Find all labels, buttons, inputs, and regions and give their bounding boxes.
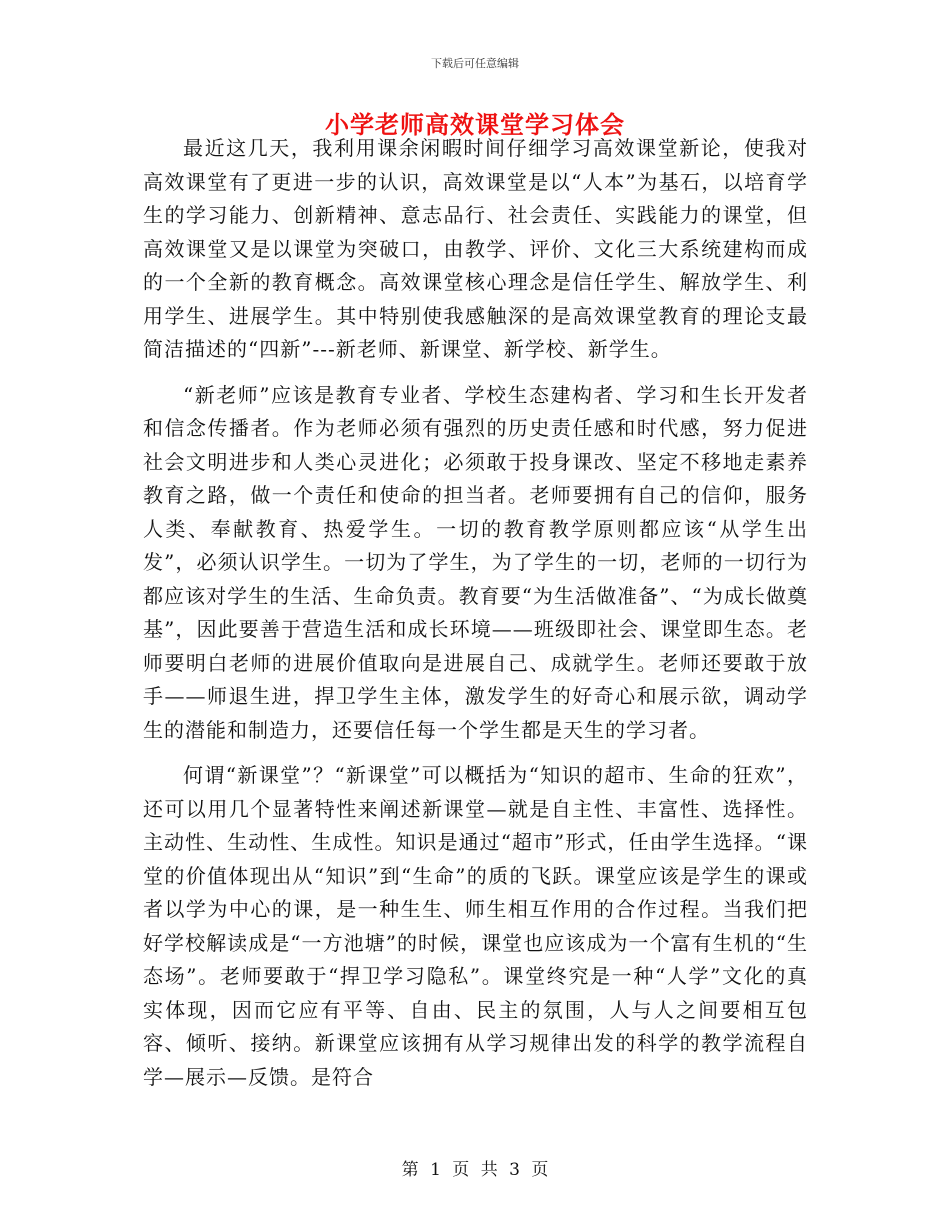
paragraph: “新老师”应该是教育专业者、学校生态建构者、学习和生长开发者和信念传播者。作为老师必须有强烈的历史责任感和时代感，努力促进社会文明进步和人类心灵进化；必须敢于投身课改、坚定不移地走素养教育之路，做一个责任和使命的担当者。老师要拥有自己的信仰，服务人类、奉献教育、热爱学生。一切的教育教学原则都应该“从学生出发”，必须认识学生。一切为了学生，为了学生的一切，老师的一切行为都应该对学生的生活、生命负责。教育要“为生活做准备”、“为成长做奠基”，因此要善于营造生活和成长环境——班级即社会、课堂即生态。老师要明白老师的进展价值取向是进展自己、成就学生。老师还要敢于放手——师退生进，捍卫学生主体，激发学生的好奇心和展示欲，调动学生的潜能和制造力，还要信任每一个学生都是天生的学习者。 <box>143 382 808 742</box>
paragraph: 何谓“新课堂”？“新课堂”可以概括为“知识的超市、生命的狂欢”，还可以用几个显著特性来阐述新课堂—就是自主性、丰富性、选择性。主动性、生动性、生成性。知识是通过“超市”形式，任由学生选择。“课堂的价值体现出从“知识”到“生命”的质的飞跃。课堂应该是学生的课或者以学为中心的课，是一种生生、师生相互作用的合作过程。当我们把好学校解读成是“一方池塘”的时候，课堂也应该成为一个富有生机的“生态场”。老师要敢于“捍卫学习隐私”。课堂终究是一种“人学”文化的真实体现，因而它应有平等、自由、民主的氛围，人与人之间要相互包容、倾听、接纳。新课堂应该拥有从学习规律出发的科学的教学流程自学—展示—反馈。是符合 <box>143 763 808 1089</box>
document-title: 小学老师高效课堂学习体会 <box>325 110 625 139</box>
paragraph: 最近这几天，我利用课余闲暇时间仔细学习高效课堂新论，使我对高效课堂有了更进一步的认识，高效课堂是以“人本”为基石，以培育学生的学习能力、创新精神、意志品行、社会责任、实践能力的课堂，但高效课堂又是以课堂为突破口，由教学、评价、文化三大系统建构而成的一个全新的教育概念。高效课堂核心理念是信任学生、解放学生、利用学生、进展学生。其中特别使我感触深的是高效课堂教育的理论支最简洁描述的“四新”---新老师、新课堂、新学校、新学生。 <box>143 136 808 361</box>
header-note: 下载后可任意编辑 <box>431 57 519 70</box>
document-body <box>143 132 808 1094</box>
page-number: 第 1 页 共 3 页 <box>401 1160 549 1180</box>
